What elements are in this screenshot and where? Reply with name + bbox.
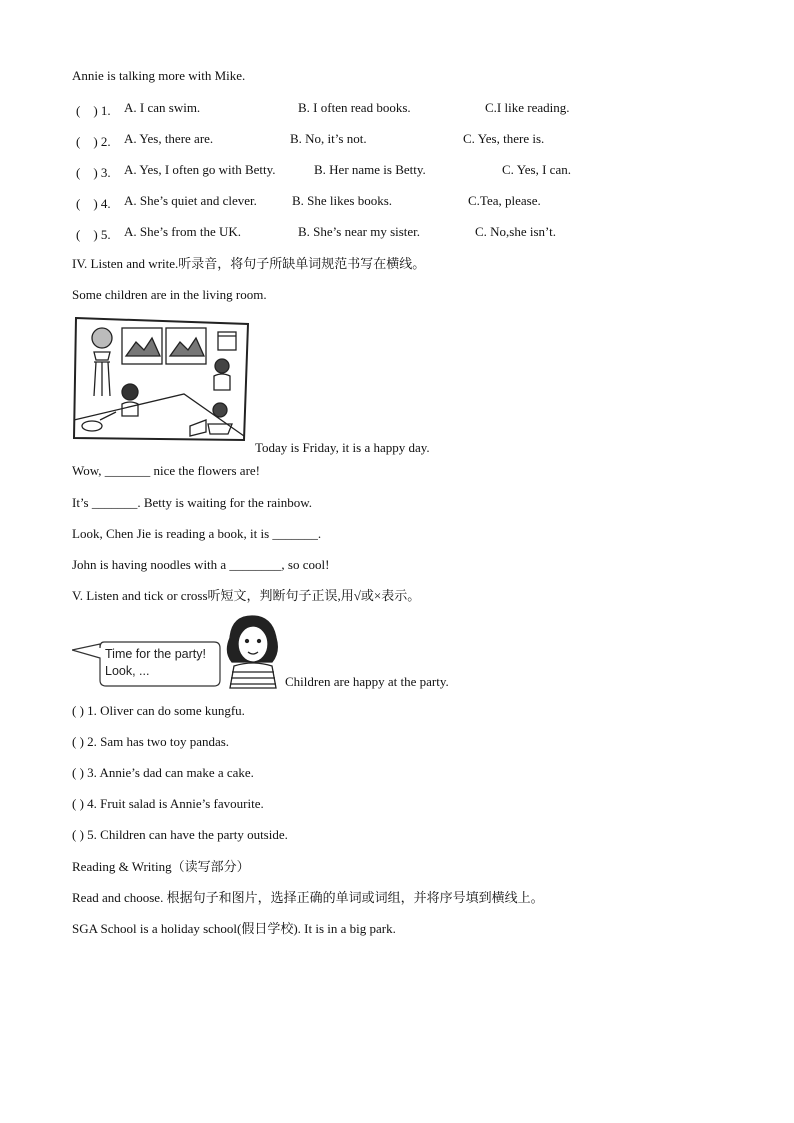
fill-sentence-3: Look, Chen Jie is reading a book, it is _______.	[72, 526, 322, 541]
judge-item-5: ( ) 5. Children can have the party outside.	[72, 827, 288, 842]
question-row-1	[72, 100, 712, 116]
option-a: A. Yes, there are.	[124, 131, 214, 146]
section-5-title: V. Listen and tick or cross听短文，判断句子正误,用√或×表示。	[72, 588, 421, 603]
question-number: ( ) 2.	[76, 134, 111, 149]
option-c: C. No,she isn’t.	[475, 224, 557, 239]
section-4-title: IV. Listen and write.听录音，将句子所缺单词规范书写在横线。	[72, 256, 426, 271]
picture-caption-1: Today is Friday, it is a happy day.	[255, 440, 430, 455]
option-b: B. She’s near my sister.	[298, 224, 421, 239]
question-number: ( ) 1.	[76, 103, 111, 118]
option-a: A. She’s from the UK.	[124, 224, 241, 239]
option-c: C.Tea, please.	[468, 193, 541, 208]
fill-sentence-4: John is having noodles with a ________, so cool!	[72, 557, 330, 572]
option-b: B. No, it’s not.	[290, 131, 367, 146]
judge-item-4: ( ) 4. Fruit salad is Annie’s favourite.	[72, 796, 264, 811]
question-row-2	[72, 131, 712, 147]
reading-instruction: Read and choose. 根据句子和图片，选择正确的单词或词组，并将序号填到横线上。	[72, 890, 544, 905]
fill-sentence-1: Wow, _______ nice the flowers are!	[72, 463, 260, 478]
option-b: B. Her name is Betty.	[314, 162, 426, 177]
question-row-4	[72, 193, 712, 209]
reading-text: SGA School is a holiday school(假日学校). It is in a big park.	[72, 921, 396, 936]
option-a: A. Yes, I often go with Betty.	[124, 162, 276, 177]
judge-item-3: ( ) 3. Annie’s dad can make a cake.	[72, 765, 254, 780]
option-c: C. Yes, there is.	[463, 131, 545, 146]
question-number: ( ) 4.	[76, 196, 111, 211]
section-4-intro: Some children are in the living room.	[72, 287, 267, 302]
living-room-illustration	[72, 316, 252, 444]
option-c: C.I like reading.	[485, 100, 570, 115]
reading-heading: Reading & Writing（读写部分）	[72, 859, 250, 874]
fill-sentence-2: It’s _______. Betty is waiting for the rainbow.	[72, 495, 312, 510]
question-row-3	[72, 162, 712, 178]
bubble-line-1: Time for the party!	[105, 647, 206, 661]
judge-item-1: ( ) 1. Oliver can do some kungfu.	[72, 703, 245, 718]
question-number: ( ) 3.	[76, 165, 111, 180]
bubble-line-2: Look, ...	[105, 664, 150, 678]
question-row-5	[72, 224, 712, 240]
option-c: C. Yes, I can.	[502, 162, 571, 177]
option-b: B. I often read books.	[298, 100, 411, 115]
option-b: B. She likes books.	[292, 193, 393, 208]
intro-text: Annie is talking more with Mike.	[72, 68, 246, 83]
option-a: A. She’s quiet and clever.	[124, 193, 257, 208]
option-a: A. I can swim.	[124, 100, 201, 115]
picture-caption-2: Children are happy at the party.	[285, 674, 449, 689]
question-number: ( ) 5.	[76, 227, 111, 242]
speech-bubble-illustration	[72, 614, 284, 690]
judge-item-2: ( ) 2. Sam has two toy pandas.	[72, 734, 230, 749]
